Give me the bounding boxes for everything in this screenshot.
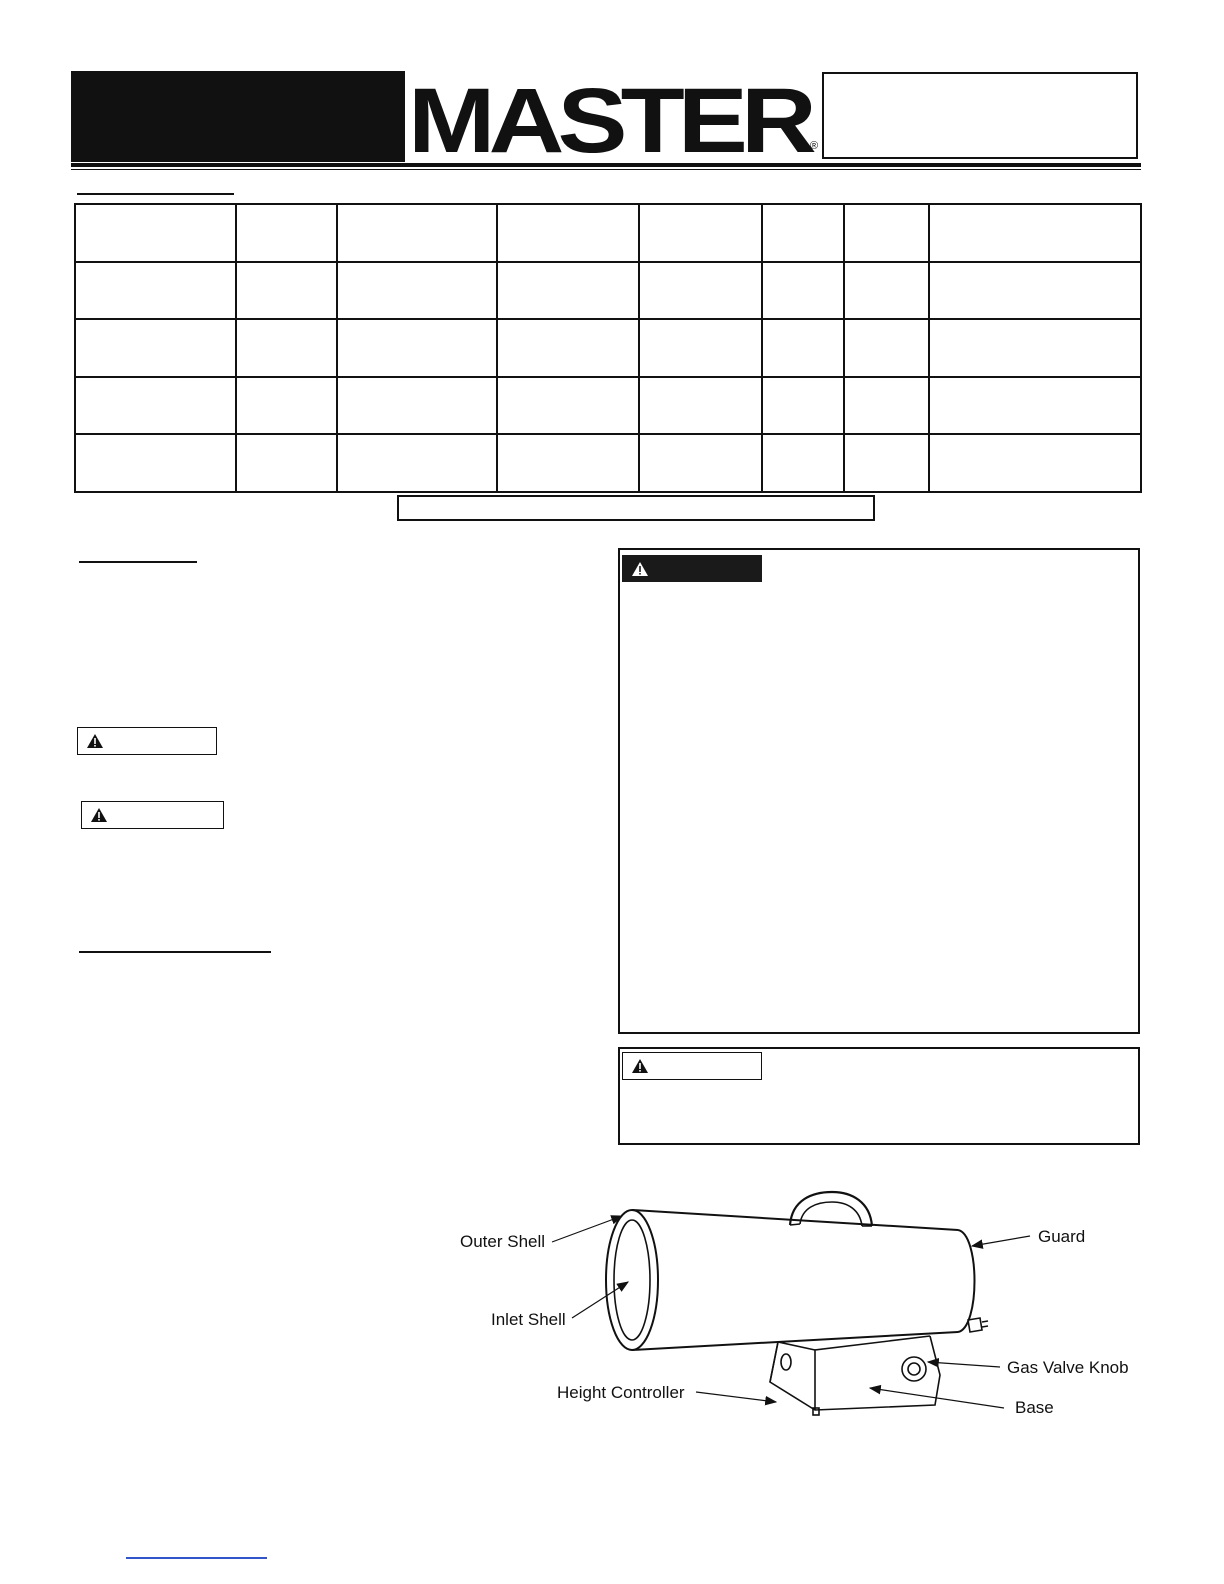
table-row bbox=[75, 204, 1141, 262]
specifications-table bbox=[74, 203, 1142, 493]
header-black-panel bbox=[71, 71, 405, 162]
specs-heading-underline bbox=[77, 193, 234, 195]
warning-triangle-icon bbox=[631, 1058, 649, 1074]
warning-tag-dark bbox=[622, 555, 762, 582]
master-logo bbox=[408, 78, 820, 158]
table-row bbox=[75, 434, 1141, 492]
table-row bbox=[75, 377, 1141, 435]
brand-text: MASTER bbox=[408, 78, 816, 158]
table-caption-box bbox=[397, 495, 875, 521]
warning-triangle-icon bbox=[90, 807, 108, 823]
registered-mark: ® bbox=[810, 140, 819, 152]
label-base: Base bbox=[1015, 1398, 1054, 1417]
table-row bbox=[75, 262, 1141, 320]
label-height-controller: Height Controller bbox=[557, 1383, 685, 1402]
label-gas-valve-knob: Gas Valve Knob bbox=[1007, 1358, 1129, 1377]
warning-box-large bbox=[618, 548, 1140, 1034]
warning-triangle-icon bbox=[631, 561, 649, 577]
warning-tag-2 bbox=[81, 801, 224, 829]
left-heading-underline-2 bbox=[79, 951, 271, 953]
leader-lines bbox=[552, 1216, 1030, 1408]
label-inlet-shell: Inlet Shell bbox=[491, 1310, 566, 1329]
left-heading-underline bbox=[79, 561, 197, 563]
table-row bbox=[75, 319, 1141, 377]
warning-tag-3 bbox=[622, 1052, 762, 1080]
warning-triangle-icon bbox=[86, 733, 104, 749]
footer-link-underline[interactable] bbox=[126, 1557, 267, 1559]
header-rule-thin bbox=[71, 169, 1141, 170]
label-guard: Guard bbox=[1038, 1227, 1086, 1246]
header-rule bbox=[71, 163, 1141, 167]
heater-body bbox=[606, 1192, 988, 1415]
warning-tag-1 bbox=[77, 727, 217, 755]
model-box bbox=[822, 72, 1138, 159]
label-outer-shell: Outer Shell bbox=[460, 1232, 546, 1251]
